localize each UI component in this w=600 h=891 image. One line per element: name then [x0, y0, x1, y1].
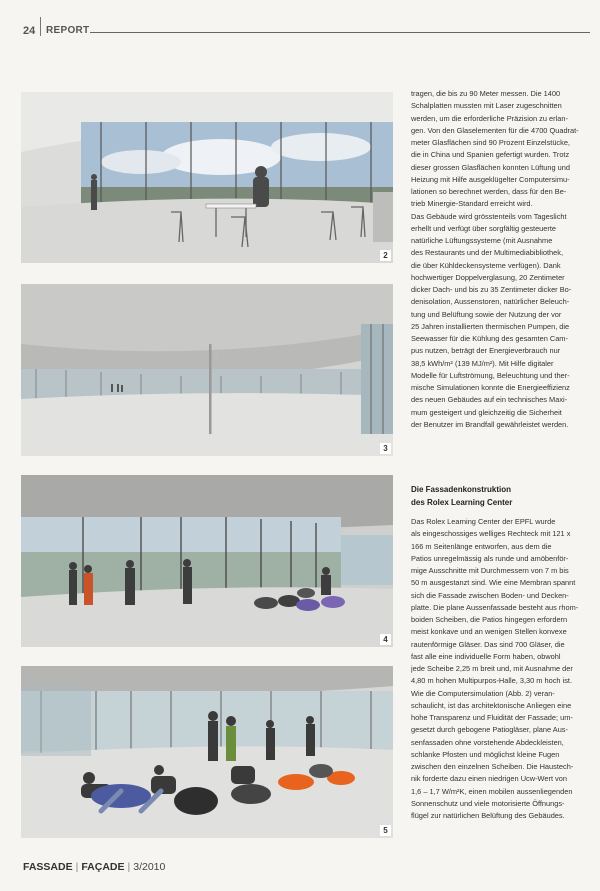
text-line: mische Simulationen konnte die Energieeffizienz	[411, 383, 570, 392]
text-line: lationen so berechnet werden, dass für den Be-	[411, 187, 567, 196]
text-line: Das Rolex Learning Center der EPFL wurde	[411, 517, 556, 526]
figure-number-2: 2	[380, 250, 391, 261]
text-line: die über Kühldeckensysteme verfügen). Dank	[411, 260, 561, 270]
text-line: Sonnenschutz und viele motorisierte Öffnungs-	[411, 798, 565, 808]
photo-2-interior-window-view	[21, 92, 393, 263]
text-line: Schalplatten mussten mit Laser zugeschnitten	[411, 101, 562, 111]
section-title: REPORT	[46, 25, 90, 36]
text-line: 25 Jahren installierten thermischen Pumpen, die	[411, 321, 570, 331]
photo-5-image	[21, 666, 393, 838]
text-line: platte. Die plane Aussenfassade besteht aus rhom-	[411, 602, 579, 612]
text-line: zwischen den einzelnen Scheiben. Die Haustech-	[411, 762, 574, 771]
text-line: senfassaden ohne vorstehende Abdeckleisten,	[411, 737, 564, 747]
text-line: gen. Von den Glaselementen für die 4700 Quadrat-	[411, 125, 579, 135]
text-line: die in China und Spanien gefertigt wurden. Trotz	[411, 150, 570, 160]
text-line: flügel zur natürlichen Belüftung des Gebäudes.	[411, 811, 565, 820]
text-line: schlanke Pfosten und möglichst kleine Fugen	[411, 749, 560, 759]
text-line: werden, um die erforderliche Präzision zu erlan-	[411, 113, 568, 123]
text-line: tung und Belüftung sowie der Nutzung der vor	[411, 309, 562, 319]
text-line: der Benutzer im Brandfall gewährleistet werden.	[411, 419, 569, 429]
figure-number-4: 4	[380, 634, 391, 645]
text-line: jede Scheibe 2,25 m breit und, mit Ausnahme der	[411, 664, 573, 673]
text-line: 1,6 – 1,7 W/m²K, einen mobilen aussenliegenden	[411, 786, 573, 796]
text-line: pus nutzen, beträgt der Energieverbrauch nur	[411, 346, 561, 356]
photo-3-image	[21, 284, 393, 456]
text-line: Wie die Computersimulation (Abb. 2) veran-	[411, 688, 555, 698]
page-footer	[23, 861, 165, 873]
text-line: Heizung mit Hilfe ausgeklügelter Computersimu-	[411, 174, 570, 184]
text-line: erhellt und verfügt über sorgfältig gesteuerte	[411, 223, 557, 233]
text-line: natürliche Lüftungssysteme (mit Ausnahme	[411, 236, 553, 245]
text-line: Modelle für Luftströmung, Beleuchtung und ther-	[411, 370, 570, 380]
text-line: nik forderte dazu einen niedrigen Ucw-Wert von	[411, 774, 567, 784]
footer-title-fr: FAÇADE	[81, 861, 125, 873]
footer-title-de: FASSADE	[23, 861, 73, 873]
header-divider	[40, 17, 41, 36]
text-line: Patios unregelmässig als runde und amöbenför-	[411, 553, 569, 563]
text-line: mum gesteigert und gleichzeitig die Sicherheit	[411, 407, 562, 417]
text-line: dieser grossen Glasflächen konnten Lüftung und	[411, 162, 571, 172]
photo-4-lounge-with-cushions	[21, 475, 393, 647]
photo-2-image	[21, 92, 393, 263]
subheading-line-1: Die Fassadenkonstruktion	[411, 485, 512, 494]
text-line: 38,5 kWh/m² (139 MJ/m²). Mit Hilfe digitaler	[411, 358, 554, 368]
footer-separator: |	[127, 861, 131, 873]
text-line: Seewasser für die Kühlung des gesamten Cam-	[411, 334, 568, 343]
text-line: sich die Fassade zwischen Boden- und Decken-	[411, 590, 569, 600]
photo-3-empty-hall	[21, 284, 393, 456]
text-line: schaulicht, ist das architektonische Anliegen eine	[411, 700, 572, 710]
text-line: mige Ausschnitte mit Durchmessern von 7 m bis	[411, 566, 569, 575]
subheading	[411, 484, 591, 509]
header-rule	[90, 32, 590, 33]
text-line: hohe Transparenz und Fluidität der Fassade; um-	[411, 713, 573, 722]
photo-5-students-on-cushions	[21, 666, 393, 838]
figure-number-5: 5	[380, 825, 391, 836]
text-line: denisolation, Aussenstoren, natürlicher Beleuch-	[411, 297, 570, 307]
text-line: meist konkave und an wenigen Stellen konvexe	[411, 627, 567, 637]
text-line: des neuen Gebäudes auf ein technisches Maxi-	[411, 395, 568, 405]
body-text-bottom	[411, 516, 591, 822]
text-line: dicker Dach- und bis zu 35 Zentimeter dicker Bo-	[411, 285, 572, 294]
text-line: fast alle eine individuelle Form haben, obwohl	[411, 651, 561, 661]
text-line: gesetzt durch gebogene Patiogläser, plane Aus-	[411, 725, 568, 735]
text-line: trieb Minergie-Standard erreicht wird.	[411, 199, 533, 209]
subheading-line-2: des Rolex Learning Center	[411, 497, 513, 507]
body-text-top	[411, 88, 591, 431]
text-line: boiden Scheiben, die Patios hingegen erfordern	[411, 615, 568, 624]
text-line: 166 m Seitenlänge entworfen, aus dem die	[411, 541, 552, 551]
page-header	[0, 0, 600, 40]
text-line: als eingeschossiges welliges Rechteck mit 121 x	[411, 529, 571, 539]
text-line: meter Glasflächen sind 90 Prozent Einzelstücke,	[411, 138, 570, 147]
text-line: des Restaurants und der Multimediabibliothek,	[411, 248, 564, 258]
text-line: rautenförmige Gläser. Das sind 700 Gläser, die	[411, 639, 565, 649]
text-line: 4,80 m hohen Multipurpos-Halle, 3,30 m hoch ist.	[411, 676, 573, 686]
text-line: Das Gebäude wird grösstenteils vom Tageslicht	[411, 211, 567, 221]
text-line: tragen, die bis zu 90 Meter messen. Die 1400	[411, 89, 561, 98]
figure-number-3: 3	[380, 443, 391, 454]
photo-4-image	[21, 475, 393, 647]
footer-issue: 3/2010	[133, 861, 166, 873]
text-line: 50 m ausgestanzt sind. Wie eine Membran spannt	[411, 578, 576, 588]
page-number: 24	[23, 25, 36, 37]
text-line: hochwertiger Doppelverglasung, 20 Zentimeter	[411, 272, 565, 282]
footer-separator: |	[75, 861, 79, 873]
